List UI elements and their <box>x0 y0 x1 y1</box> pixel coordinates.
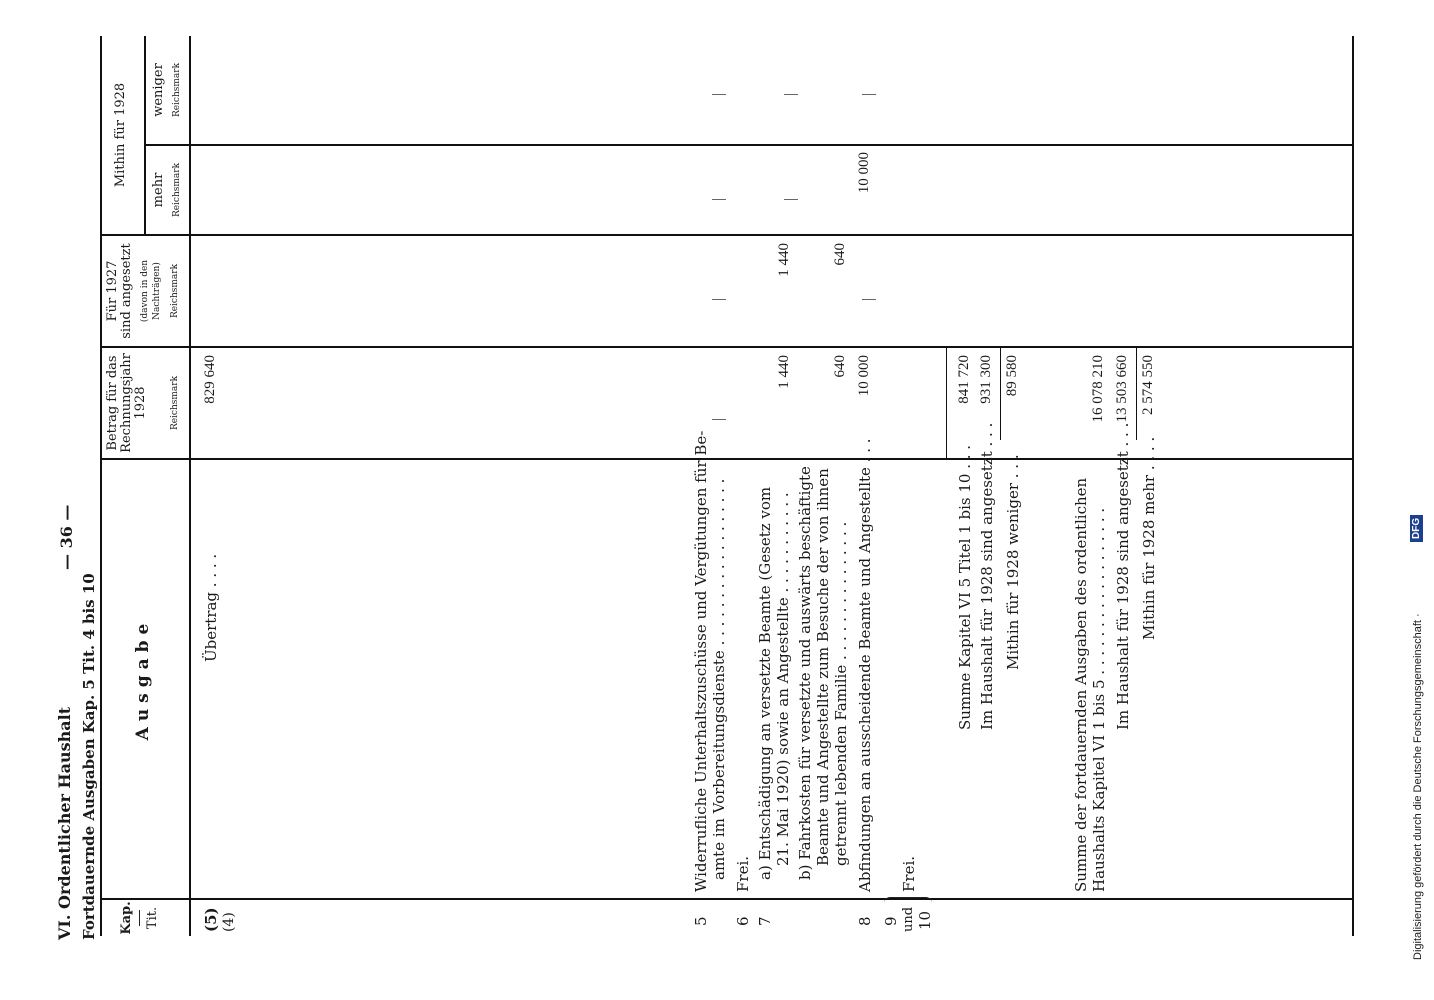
table-bottom-rule <box>1352 36 1354 936</box>
mehr-divider <box>146 144 1354 146</box>
section-title: VI. Ordentlicher Haushalt <box>55 706 74 940</box>
col-mehr-header: mehr <box>151 172 166 208</box>
titel-5-mehr-dash <box>712 199 726 200</box>
titel-7a-line-1: a) Entschädigung an versetzte Beamte (Gesetz vom <box>756 486 774 880</box>
col-betrag-header-3: 1928 <box>133 386 148 420</box>
titel-8-betrag: 10 000 <box>856 355 872 397</box>
col-weniger-header: weniger <box>151 63 166 117</box>
betrag-divider <box>100 346 1354 348</box>
ausgabe-divider <box>100 458 1354 460</box>
col-1927-header-3: (davon in den <box>140 259 150 323</box>
summe-fortdauernd-line-2: Haushalts Kapitel VI 1 bis 5 . . . . . . . . . . . . . . . . . . <box>1090 507 1108 892</box>
mithin-mehr-label: Mithin für 1928 mehr . . . . <box>1140 436 1158 640</box>
col-mehr-unit: Reichsmark <box>172 162 182 218</box>
titel-7a-line-2: 21. Mai 1920) sowie an Angestellte . . . . . . . . . . . <box>774 492 792 866</box>
col-kap-header: Kap. <box>119 901 134 935</box>
dfg-credit-text: Digitalisierung gefördert durch die Deutsche Forschungsgemeinschaft · <box>1412 613 1424 960</box>
mithin-weniger-betrag: 89 580 <box>1004 355 1020 397</box>
col-1927-header-2: sind angesetzt <box>119 243 134 339</box>
titel-8-1927-dash <box>862 299 876 300</box>
titel-5: 5 <box>692 916 710 926</box>
titel-7: 7 <box>756 916 774 926</box>
mithin-mehr-betrag: 2 574 550 <box>1140 355 1156 415</box>
summe-fortdauernd-line-1: Summe der fortdauernden Ausgaben des ordentlichen <box>1072 477 1090 892</box>
col-ausgabe-header: Ausgabe <box>133 617 153 741</box>
col-1927-header-4: Nachträgen) <box>152 262 162 320</box>
titel-7b-line-2: Beamte und Angestellte zum Besuche der von ihnen <box>814 468 832 866</box>
titel-7b-line-3: getrennt lebenden Familie . . . . . . . . . . . . . . . <box>832 521 850 866</box>
col-weniger-unit: Reichsmark <box>172 62 182 118</box>
col-mithin-header: Mithin für 1928 <box>113 82 128 188</box>
titel-9-10-brace <box>884 897 932 904</box>
titel-7a-betrag: 1 440 <box>776 355 792 389</box>
col-betrag-header-2: Rechnungsjahr <box>119 353 134 453</box>
table-top-rule <box>100 36 102 936</box>
mithin-mehr-rule <box>1136 346 1137 440</box>
haushalt-1928-betrag: 931 300 <box>978 355 994 404</box>
kap-divider <box>100 898 1354 900</box>
titel-und: und <box>901 906 916 932</box>
uebertrag-label: Übertrag . . . . <box>202 553 220 662</box>
summe-top-rule <box>946 346 947 458</box>
titel-7-mehr-dash <box>784 199 798 200</box>
page-subtitle: Fortdauernde Ausgaben Kap. 5 Tit. 4 bis 10 <box>80 573 98 940</box>
col-betrag-header-1: Betrag für das <box>105 355 120 451</box>
titel-9-10-text: Frei. <box>900 855 918 892</box>
dfg-logo: DFG <box>1410 515 1423 542</box>
titel-8-text: Abfindungen an ausscheidende Beamte und Angestellte . . . <box>856 438 874 892</box>
titel-4: (4) <box>221 912 237 932</box>
titel-7b-line-1: b) Fahrkosten für versetzte und auswärts beschäftigte <box>796 466 814 880</box>
titel-8-weniger-dash <box>862 94 876 95</box>
col-tit-header: Tit. <box>145 906 160 930</box>
titel-8: 8 <box>856 916 874 926</box>
titel-9: 9 <box>882 916 900 926</box>
titel-7a-1927: 1 440 <box>776 243 792 277</box>
haushalt-1928-label: Im Haushalt für 1928 sind angesetzt . . . <box>978 422 996 730</box>
titel-5-line-1: Widerrufliche Unterhaltszuschüsse und Vergütungen für Be- <box>692 430 710 892</box>
summe-kapitel-label: Summe Kapitel VI 5 Titel 1 bis 10 . . . <box>956 444 974 730</box>
fuer1927-divider <box>100 234 1354 236</box>
titel-10: 10 <box>916 910 934 930</box>
titel-5-line-2: amte im Vorbereitungsdienste . . . . . . . . . . . . . . . . . . <box>710 478 728 880</box>
titel-5-weniger-dash <box>712 94 726 95</box>
titel-6-text: Frei. <box>734 855 752 892</box>
titel-8-mehr: 10 000 <box>856 152 872 194</box>
kap-number: (5) <box>202 907 220 932</box>
kap-tit-separator <box>139 910 140 926</box>
header-bottom-rule <box>189 36 191 936</box>
page-number: — 36 — <box>57 504 76 570</box>
summe-kapitel-betrag: 841 720 <box>956 355 972 404</box>
titel-7b-betrag: 640 <box>832 355 848 378</box>
mithin-weniger-label: Mithin für 1928 weniger . . . <box>1004 454 1022 670</box>
mithin-subheader-rule <box>144 36 146 234</box>
titel-5-1927-dash <box>712 299 726 300</box>
haushalt-1928-label-2: Im Haushalt für 1928 sind angesetzt . . . <box>1114 422 1132 730</box>
col-1927-unit: Reichsmark <box>170 263 180 319</box>
titel-5-betrag-dash <box>712 419 726 420</box>
titel-7b-1927: 640 <box>832 243 848 266</box>
summe-fortdauernd-betrag: 16 078 210 <box>1090 355 1106 423</box>
col-betrag-unit: Reichsmark <box>170 375 180 431</box>
titel-7-weniger-dash <box>784 94 798 95</box>
col-1927-header-1: Für 1927 <box>105 260 120 322</box>
mithin-weniger-rule <box>1000 346 1001 440</box>
uebertrag-betrag: 829 640 <box>202 355 218 404</box>
haushalt-1928-betrag-2: 13 503 660 <box>1114 355 1130 423</box>
titel-6: 6 <box>734 916 752 926</box>
